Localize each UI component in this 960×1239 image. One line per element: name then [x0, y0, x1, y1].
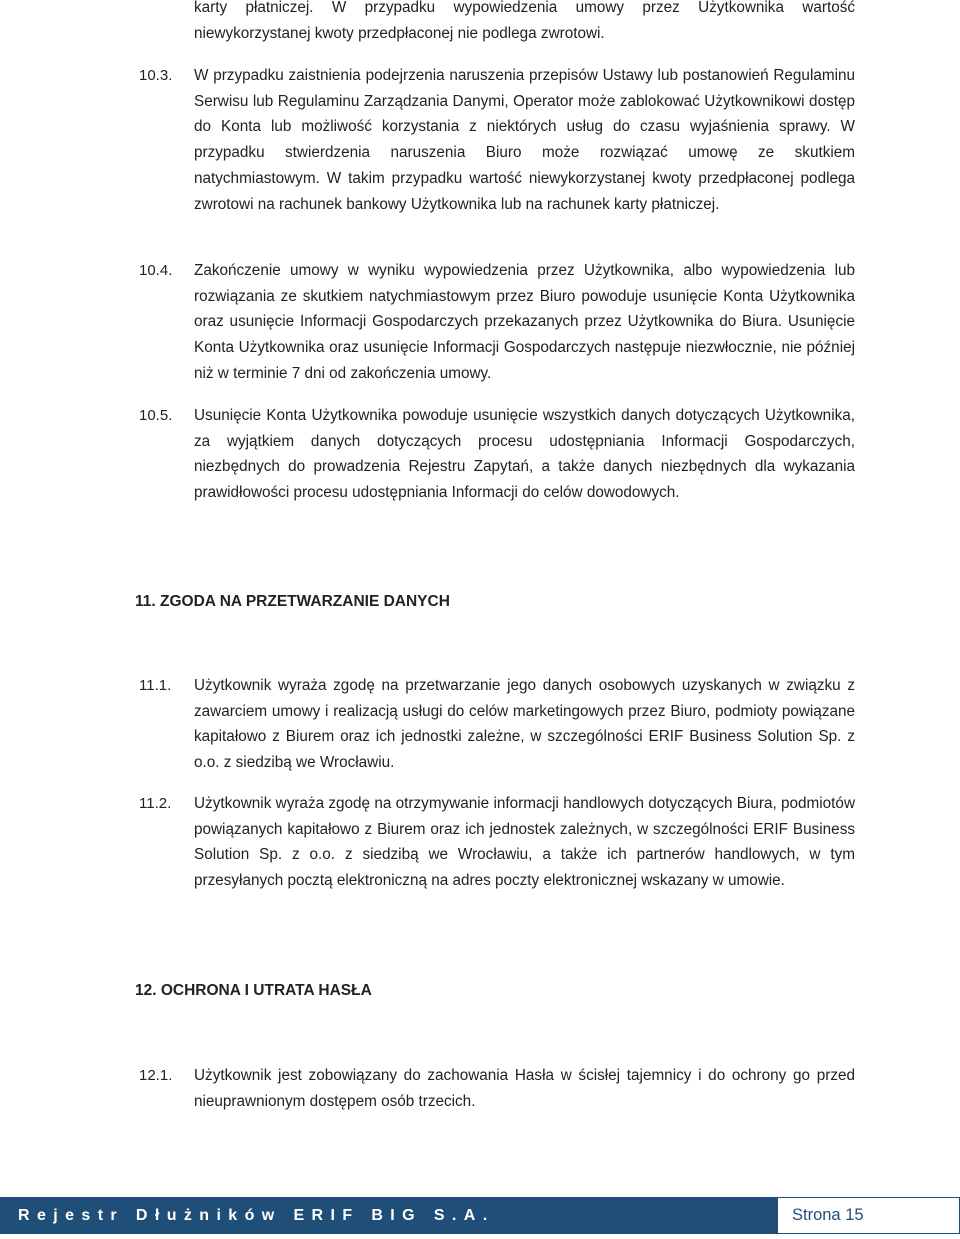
- paragraph-number: 10.5.: [139, 407, 173, 424]
- paragraph-12-1: [0, 1063, 960, 1114]
- section-12-heading: 12. OCHRONA I UTRATA HASŁA: [135, 982, 372, 999]
- intro-paragraph: [0, 0, 960, 46]
- paragraph-text: Użytkownik wyraża zgodę na otrzymywanie informacji handlowych dotyczących Biura, podmiotów powiązanych kapitałowo z Biurem oraz ich jednostek zależnych, w szczególności ERIF Business Solution Sp. z o.o. z siedzibą we Wrocławiu, a także ich partnerów handlowych, w tym przesyłanych pocztą elektroniczną na adres poczty elektronicznej wskazany w umowie.: [194, 795, 855, 890]
- paragraph-10-4: [0, 258, 960, 387]
- paragraph-10-5: [0, 403, 960, 506]
- paragraph-text: Usunięcie Konta Użytkownika powoduje usunięcie wszystkich danych dotyczących Użytkownika, za wyjątkiem danych dotyczących procesu udostępniania Informacji Gospodarczych, niezbędnych do prowadzenia Rejestru Zapytań, a także danych niezbędnych dla wykazania prawidłowości procesu udostępniania Informacji do celów dowodowych.: [194, 407, 855, 502]
- paragraph-number: 11.2.: [139, 795, 172, 812]
- paragraph-number: 10.4.: [139, 262, 173, 279]
- page-footer: [0, 1197, 960, 1234]
- paragraph-number: 12.1.: [139, 1067, 173, 1084]
- paragraph-number: 11.1.: [139, 677, 172, 694]
- paragraph-11-2: [0, 791, 960, 894]
- footer-title-bar: [0, 1197, 778, 1234]
- page-number: Strona 15: [792, 1206, 864, 1224]
- footer-title: Rejestr Dłużników ERIF BIG S.A.: [18, 1206, 495, 1224]
- paragraph-11-1: [0, 673, 960, 776]
- paragraph-text: Użytkownik jest zobowiązany do zachowania Hasła w ścisłej tajemnicy i do ochrony go przed nieuprawnionym dostępem osób trzecich.: [194, 1067, 855, 1110]
- paragraph-text: Zakończenie umowy w wyniku wypowiedzenia przez Użytkownika, albo wypowiedzenia lub rozwiązania ze skutkiem natychmiastowym przez Biuro powoduje usunięcie Konta Użytkownika oraz usunięcie Informacji Gospodarczych przekazanych przez Użytkownika do Biura. Usunięcie Konta Użytkownika oraz usunięcie Informacji Gospodarczych następuje niezwłocznie, nie później niż w terminie 7 dni od zakończenia umowy.: [194, 262, 855, 382]
- intro-text: karty płatniczej. W przypadku wypowiedzenia umowy przez Użytkownika wartość niewykorzystanej kwoty przedpłaconej nie podlega zwrotowi.: [194, 0, 855, 42]
- paragraph-number: 10.3.: [139, 67, 173, 84]
- paragraph-text: W przypadku zaistnienia podejrzenia naruszenia przepisów Ustawy lub postanowień Regulaminu Serwisu lub Regulaminu Zarządzania Danymi, Operator może zablokować Użytkownikowi dostęp do Konta lub możliwość korzystania z niektórych usług do czasu wyjaśnienia sprawy. W przypadku stwierdzenia naruszenia Biuro może rozwiązać umowę ze skutkiem natychmiastowym. W takim przypadku wartość niewykorzystanej kwoty przedpłaconej podlega zwrotowi na rachunek bankowy Użytkownika lub na rachunek karty płatniczej.: [194, 67, 855, 213]
- paragraph-text: Użytkownik wyraża zgodę na przetwarzanie jego danych osobowych uzyskanych w związku z zawarciem umowy i realizacją usługi do celów marketingowych przez Biuro, podmioty powiązane kapitałowo z Biurem oraz ich jednostki zależne, w szczególności ERIF Business Solution Sp. z o.o. z siedzibą we Wrocławiu.: [194, 677, 855, 772]
- section-11-heading: 11. ZGODA NA PRZETWARZANIE DANYCH: [135, 593, 450, 610]
- paragraph-10-3: [0, 63, 960, 217]
- footer-page-box: [778, 1197, 960, 1234]
